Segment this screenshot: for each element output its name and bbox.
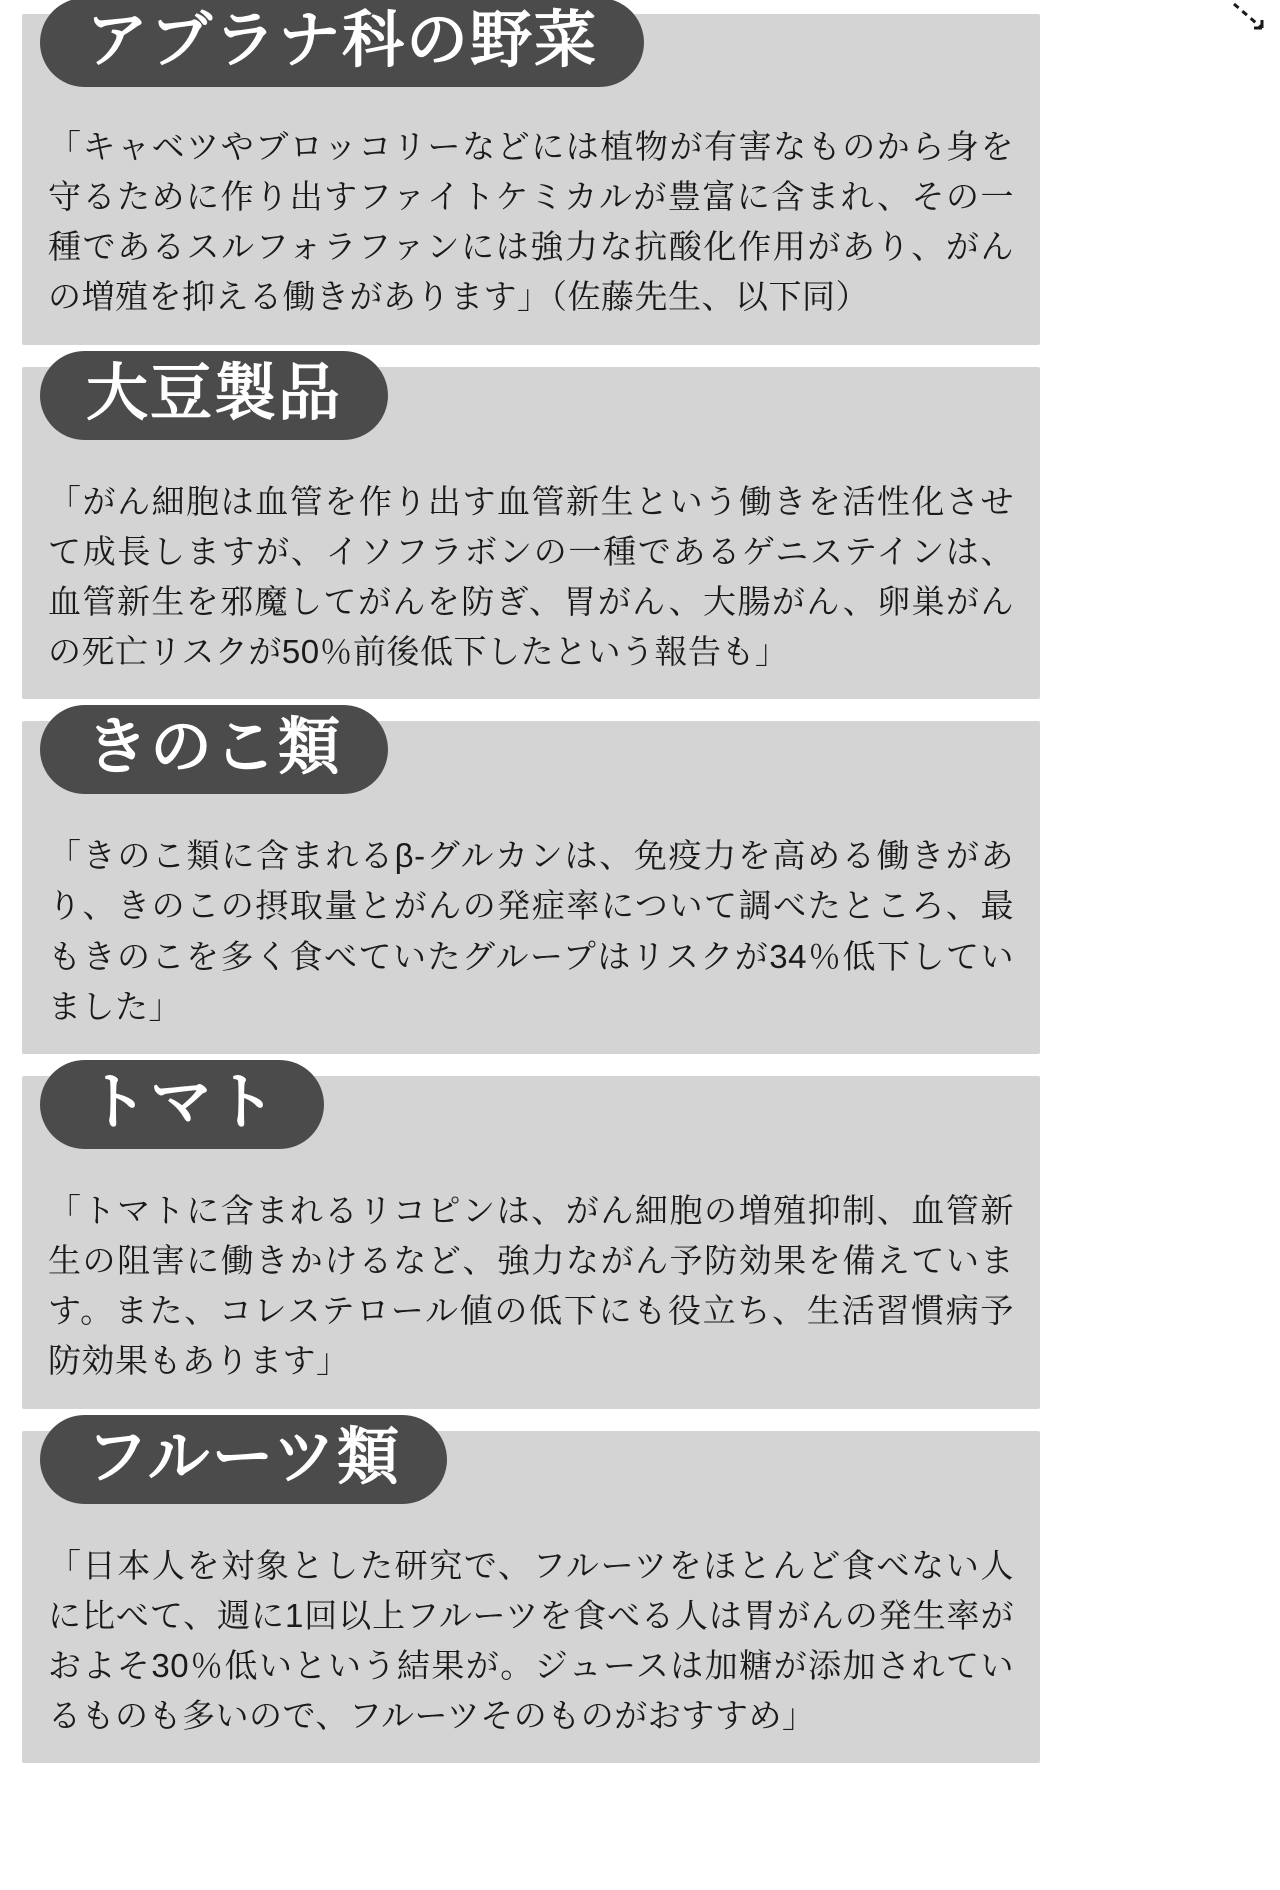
section-heading-5: フルーツ類	[40, 1415, 447, 1504]
section-body-5: 「日本人を対象とした研究で、フルーツをほとんど食べない人に比べて、週に1回以上フルーツを食べる人は胃がんの発生率がおよそ30％低いという結果が。ジュースは加糖が添加されているものも多いので、フルーツそのものがおすすめ」	[48, 1546, 1014, 1734]
corner-crop-mark-icon	[1232, 2, 1272, 36]
section-heading-4: トマト	[40, 1060, 324, 1149]
section-abrana	[0, 0, 1062, 345]
section-body-1: 「キャベツやブロッコリーなどには植物が有害なものから身を守るために作り出すファイトケミカルが豊富に含まれ、その一種であるスルフォラファンには強力な抗酸化作用があり、がんの増殖を抑える働きがあります」（佐藤先生、以下同）	[48, 128, 1014, 316]
section-fruit	[0, 1409, 1062, 1764]
section-body-3: 「きのこ類に含まれるβ-グルカンは、免疫力を高める働きがあり、きのこの摂取量とがんの発症率について調べたところ、最もきのこを多く食べていたグループはリスクが34％低下していました」	[48, 837, 1014, 1025]
section-heading-3: きのこ類	[40, 705, 388, 794]
section-soy	[0, 345, 1062, 700]
section-heading-1: アブラナ科の野菜	[40, 0, 644, 87]
page-right-margin	[1062, 0, 1280, 1890]
section-body-4: 「トマトに含まれるリコピンは、がん細胞の増殖抑制、血管新生の阻害に働きかけるなど、強力ながん予防効果を備えています。また、コレステロール値の低下にも役立ち、生活習慣病予防効果もあります」	[48, 1191, 1015, 1380]
section-tomato	[0, 1054, 1062, 1409]
section-heading-2: 大豆製品	[40, 351, 388, 440]
section-body-2: 「がん細胞は血管を作り出す血管新生という働きを活性化させて成長しますが、イソフラボンの一種であるゲニステインは、血管新生を邪魔してがんを防ぎ、胃がん、大腸がん、卵巣がんの死亡リスクが50％前後低下したという報告も」	[48, 482, 1014, 671]
section-mushroom	[0, 699, 1062, 1054]
